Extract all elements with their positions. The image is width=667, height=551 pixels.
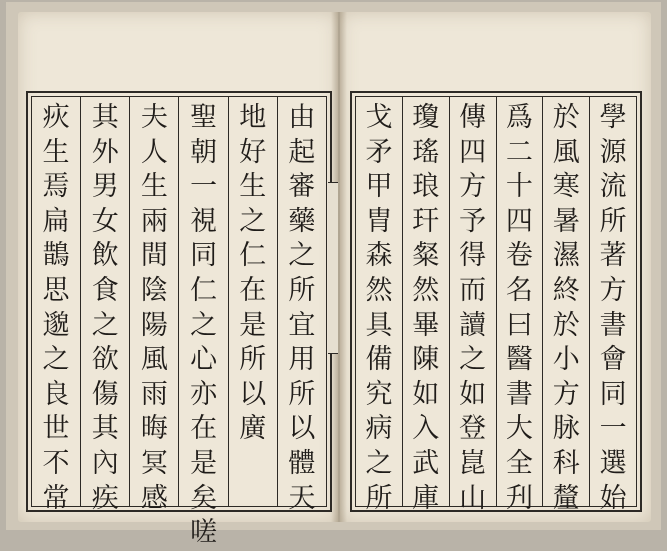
text-column <box>449 97 496 514</box>
character: 仁 <box>190 274 218 306</box>
character: 生 <box>42 136 70 168</box>
character: 心 <box>190 344 218 376</box>
text-column <box>589 97 636 514</box>
character: 病 <box>365 413 393 445</box>
character: 會 <box>599 344 627 376</box>
character: 十 <box>505 171 533 203</box>
character: 朝 <box>190 136 218 168</box>
character: 讀 <box>459 309 487 341</box>
character: 書 <box>599 309 627 341</box>
character: 科 <box>552 447 580 479</box>
character: 鵲 <box>42 240 70 272</box>
character: 入 <box>412 413 440 445</box>
character: 瑤 <box>412 136 440 168</box>
character: 生 <box>140 171 168 203</box>
character: 所 <box>365 482 393 514</box>
character: 四 <box>459 136 487 168</box>
character: 體 <box>288 447 316 479</box>
character: 間 <box>140 240 168 272</box>
character: 登 <box>459 413 487 445</box>
character: 疾 <box>91 482 119 514</box>
character: 粲 <box>412 240 440 272</box>
character: 感 <box>140 482 168 514</box>
character: 矛 <box>365 136 393 168</box>
right-text-frame <box>350 91 642 512</box>
character: 以 <box>288 413 316 445</box>
character: 予 <box>459 205 487 237</box>
character: 如 <box>459 378 487 410</box>
character: 大 <box>505 413 533 445</box>
character: 二 <box>505 136 533 168</box>
character: 所 <box>599 205 627 237</box>
text-column <box>496 97 543 514</box>
character: 瓊 <box>412 102 440 133</box>
character: 卷 <box>505 240 533 272</box>
character: 在 <box>239 274 267 306</box>
character: 宜 <box>288 309 316 341</box>
character: 備 <box>365 344 393 376</box>
character: 著 <box>599 240 627 272</box>
character: 方 <box>599 274 627 306</box>
character: 究 <box>365 378 393 410</box>
character: 仁 <box>239 240 267 272</box>
character: 晦 <box>140 413 168 445</box>
character: 視 <box>190 205 218 237</box>
character: 天 <box>288 482 316 514</box>
character: 思 <box>42 274 70 306</box>
character: 全 <box>505 447 533 479</box>
character: 人 <box>140 136 168 168</box>
character: 書 <box>505 378 533 410</box>
character: 飲 <box>91 240 119 272</box>
character: 矣 <box>190 482 218 514</box>
character: 藥 <box>288 205 316 237</box>
left-column-grid <box>31 96 327 549</box>
character: 世 <box>42 413 70 445</box>
character: 邈 <box>42 309 70 341</box>
character: 一 <box>599 413 627 445</box>
character: 如 <box>412 378 440 410</box>
character: 於 <box>552 309 580 341</box>
character: 良 <box>42 378 70 410</box>
character: 而 <box>459 274 487 306</box>
character: 地 <box>239 102 267 133</box>
character: 亦 <box>190 378 218 410</box>
character: 生 <box>239 171 267 203</box>
character: 夫 <box>140 102 168 133</box>
character: 森 <box>365 240 393 272</box>
character: 之 <box>91 309 119 341</box>
text-column <box>178 97 227 549</box>
character: 暑 <box>552 205 580 237</box>
character: 內 <box>91 447 119 479</box>
character: 扁 <box>42 205 70 237</box>
character: 崑 <box>459 447 487 479</box>
character: 戈 <box>365 102 393 133</box>
character: 陽 <box>140 309 168 341</box>
character: 始 <box>599 482 627 514</box>
center-fold-tab <box>328 182 338 354</box>
character: 具 <box>365 309 393 341</box>
character: 之 <box>459 344 487 376</box>
character: 曰 <box>505 309 533 341</box>
character: 男 <box>91 171 119 203</box>
character: 同 <box>190 240 218 272</box>
character: 甲 <box>365 171 393 203</box>
character: 其 <box>91 413 119 445</box>
character: 食 <box>91 274 119 306</box>
character: 終 <box>552 274 580 306</box>
left-page <box>18 12 338 549</box>
character: 一 <box>190 171 218 203</box>
character: 脉 <box>552 413 580 445</box>
character: 胄 <box>365 205 393 237</box>
character: 山 <box>459 482 487 514</box>
character: 學 <box>599 102 627 133</box>
character: 廣 <box>239 413 267 445</box>
character: 其 <box>91 102 119 133</box>
character: 陰 <box>140 274 168 306</box>
character: 外 <box>91 136 119 168</box>
character: 以 <box>239 378 267 410</box>
character: 之 <box>42 344 70 376</box>
character: 方 <box>552 378 580 410</box>
character: 同 <box>599 378 627 410</box>
character: 陳 <box>412 344 440 376</box>
character: 刋 <box>505 482 533 514</box>
text-column <box>277 97 326 514</box>
character: 是 <box>239 309 267 341</box>
character: 名 <box>505 274 533 306</box>
character: 四 <box>505 205 533 237</box>
text-column <box>356 97 402 514</box>
character: 方 <box>459 171 487 203</box>
open-book <box>6 2 661 549</box>
text-column <box>542 97 589 514</box>
right-column-grid <box>355 96 637 514</box>
character: 傳 <box>459 102 487 133</box>
character: 庫 <box>412 482 440 514</box>
left-text-frame <box>26 91 332 549</box>
character: 是 <box>190 447 218 479</box>
character: 所 <box>239 344 267 376</box>
character: 不 <box>42 447 70 479</box>
text-column <box>228 97 277 506</box>
character: 於 <box>552 102 580 133</box>
text-column <box>402 97 449 514</box>
character: 釐 <box>552 482 580 514</box>
character: 常 <box>42 482 70 514</box>
character: 畢 <box>412 309 440 341</box>
character: 琅 <box>412 171 440 203</box>
character: 欲 <box>91 344 119 376</box>
character: 玕 <box>412 205 440 237</box>
character: 得 <box>459 240 487 272</box>
character: 雨 <box>140 378 168 410</box>
character: 小 <box>552 344 580 376</box>
character: 由 <box>288 102 316 133</box>
character: 傷 <box>91 378 119 410</box>
character: 所 <box>288 274 316 306</box>
character: 女 <box>91 205 119 237</box>
text-column <box>80 97 129 514</box>
character: 聖 <box>190 102 218 133</box>
character: 源 <box>599 136 627 168</box>
character: 選 <box>599 447 627 479</box>
character: 流 <box>599 171 627 203</box>
character: 武 <box>412 447 440 479</box>
character: 風 <box>552 136 580 168</box>
character: 寒 <box>552 171 580 203</box>
text-column <box>32 97 80 514</box>
character: 濕 <box>552 240 580 272</box>
character: 醫 <box>505 344 533 376</box>
character: 之 <box>288 240 316 272</box>
character: 用 <box>288 344 316 376</box>
character: 兩 <box>140 205 168 237</box>
character: 冥 <box>140 447 168 479</box>
right-page <box>340 12 651 522</box>
character: 風 <box>140 344 168 376</box>
character: 所 <box>288 378 316 410</box>
character: 之 <box>239 205 267 237</box>
character: 爲 <box>505 102 533 133</box>
character: 焉 <box>42 171 70 203</box>
character: 好 <box>239 136 267 168</box>
character: 在 <box>190 413 218 445</box>
character: 審 <box>288 171 316 203</box>
character: 之 <box>190 309 218 341</box>
character: 嗟 <box>190 517 218 549</box>
character: 之 <box>365 447 393 479</box>
character: 然 <box>412 274 440 306</box>
character: 然 <box>365 274 393 306</box>
text-column <box>129 97 178 514</box>
character: 起 <box>288 136 316 168</box>
character: 疢 <box>42 102 70 133</box>
